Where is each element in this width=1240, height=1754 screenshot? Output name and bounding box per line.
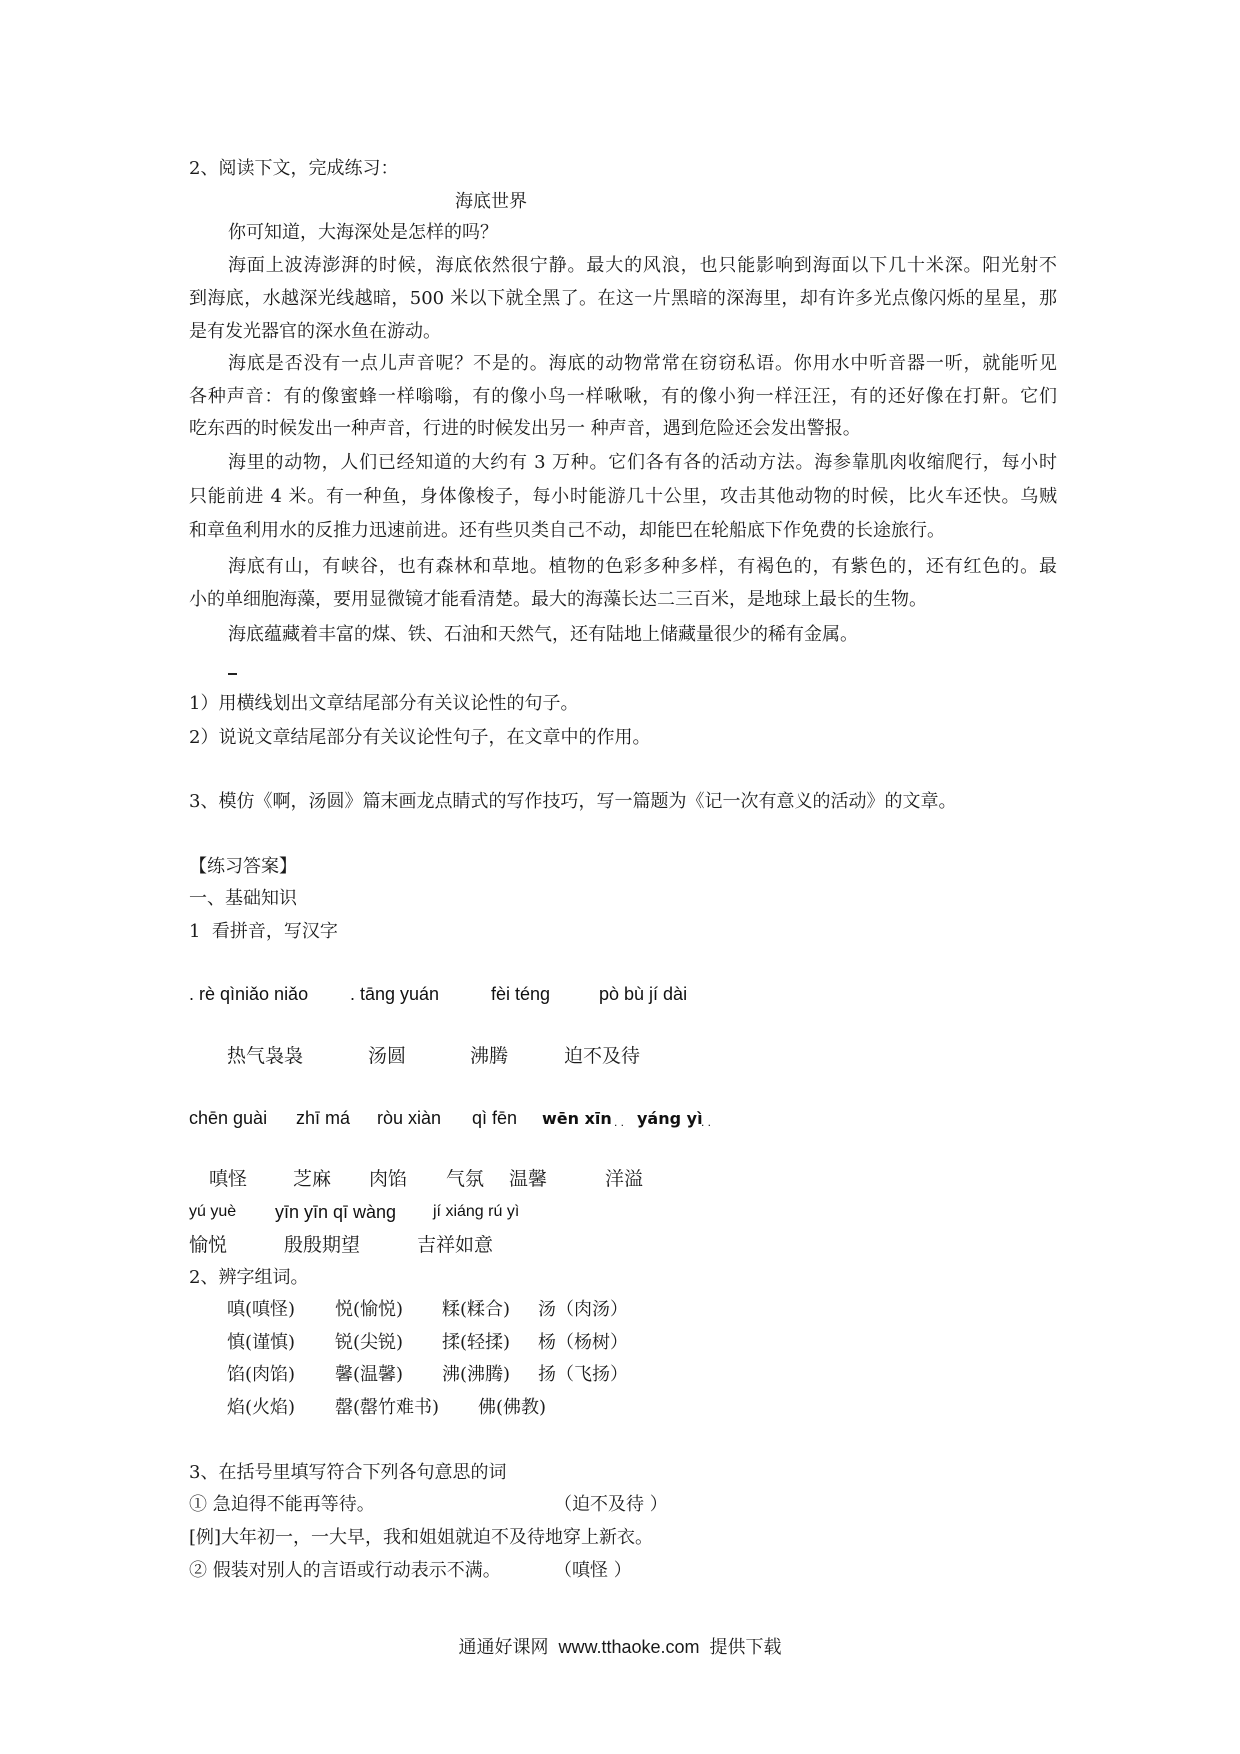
pinyin-item: . rè qìniǎo niǎo bbox=[189, 984, 309, 1004]
pinyin-item: yú yuè bbox=[189, 1203, 237, 1220]
question-1: 1）用横线划出文章结尾部分有关议论性的句子。 bbox=[189, 693, 579, 714]
pinyin-item: wēn xīn bbox=[542, 1109, 612, 1128]
pinyin-item: pò bù jí dài bbox=[599, 984, 688, 1004]
paragraph-line: 海面上波涛澎湃的时候，海底依然很宁静。最大的风浪，也只能影响到海面以下几十米深。阳光射不 bbox=[228, 255, 1057, 276]
page-footer: 通通好课网 www.tthaoke.com 提供下载 bbox=[458, 1637, 782, 1657]
pinyin-item: jí xiáng rú yì bbox=[433, 1203, 520, 1220]
answer-q3-label: 3、在括号里填写符合下列各句意思的词 bbox=[189, 1462, 507, 1483]
pinyin-dots: . . bbox=[701, 1115, 712, 1129]
paragraph-line: 只能前进 4 米。有一种鱼，身体像梭子，每小时能游几十公里，攻击其他动物的时候，比火车还快。乌贼 bbox=[189, 486, 1057, 507]
hanzi-item: 洋溢 bbox=[605, 1168, 644, 1190]
hanzi-item: 沸腾 bbox=[470, 1045, 509, 1067]
pinyin-item: qì fēn bbox=[472, 1108, 518, 1128]
question-2: 2）说说文章结尾部分有关议论性句子，在文章中的作用。 bbox=[189, 727, 651, 748]
pinyin-item: yáng yì bbox=[637, 1109, 703, 1128]
word-group-cell: 馨(温馨) bbox=[335, 1364, 404, 1385]
pinyin-item: zhī má bbox=[296, 1108, 351, 1128]
exercise-3: 3、模仿《啊，汤圆》篇末画龙点睛式的写作技巧，写一篇题为《记一次有意义的活动》的文章。 bbox=[189, 791, 957, 812]
word-group-cell: 锐(尖锐) bbox=[335, 1332, 404, 1353]
paragraph-line: 是有发光器官的深水鱼在游动。 bbox=[189, 321, 441, 342]
paragraph-line: 海底蕴藏着丰富的煤、铁、石油和天然气，还有陆地上储藏量很少的稀有金属。 bbox=[228, 624, 858, 645]
paragraph-line: 海里的动物，人们已经知道的大约有 3 万种。它们各有各的活动方法。海参靠肌肉收缩爬行，每小时 bbox=[228, 452, 1057, 473]
answer-q3-item: ② 假装对别人的言语或行动表示不满。 bbox=[189, 1560, 501, 1581]
hanzi-item: 热气袅袅 bbox=[227, 1045, 304, 1067]
word-group-cell: 悦(愉悦) bbox=[335, 1299, 404, 1320]
article-title: 海底世界 bbox=[455, 191, 527, 212]
word-group-cell: 罄(罄竹难书) bbox=[335, 1397, 440, 1418]
word-group-cell: 揉(轻揉) bbox=[442, 1332, 511, 1353]
paragraph-line: 各种声音：有的像蜜蜂一样嗡嗡，有的像小鸟一样啾啾，有的像小狗一样汪汪，有的还好像在打鼾。它们 bbox=[189, 386, 1057, 407]
hanzi-item: 殷殷期望 bbox=[284, 1234, 361, 1256]
underline-mark bbox=[228, 673, 237, 675]
paragraph-line: 吃东西的时候发出一种声音，行进的时候发出另一 种声音，遇到危险还会发出警报。 bbox=[189, 418, 861, 439]
hanzi-item: 吉祥如意 bbox=[417, 1234, 494, 1256]
paragraph-line: 和章鱼利用水的反推力迅速前进。还有些贝类自己不动，却能巴在轮船底下作免费的长途旅行。 bbox=[189, 520, 945, 541]
answer-q3-item: ① 急迫得不能再等待。 bbox=[189, 1494, 375, 1515]
hanzi-item: 汤圆 bbox=[368, 1045, 407, 1067]
pinyin-dots: . . bbox=[614, 1115, 625, 1129]
word-group-cell: 馅(肉馅) bbox=[227, 1364, 296, 1385]
hanzi-item: 迫不及待 bbox=[564, 1045, 641, 1067]
hanzi-item: 温馨 bbox=[509, 1168, 548, 1190]
word-group-cell: 杨（杨树） bbox=[538, 1332, 628, 1353]
answer-q3-fill: （嗔怪 ） bbox=[554, 1560, 632, 1581]
pinyin-item: . tāng yuán bbox=[350, 984, 440, 1004]
pinyin-item: fèi téng bbox=[491, 984, 551, 1004]
word-group-cell: 糅(糅合) bbox=[442, 1299, 511, 1320]
word-group-cell: 汤（肉汤） bbox=[538, 1299, 628, 1320]
answer-q1-label: 1 看拼音，写汉字 bbox=[189, 921, 338, 942]
word-group-cell: 扬（飞扬） bbox=[538, 1364, 628, 1385]
paragraph-line: 海底是否没有一点儿声音呢？不是的。海底的动物常常在窃窃私语。你用水中听音器一听，就能听见 bbox=[228, 353, 1057, 374]
word-group-cell: 慎(谨慎) bbox=[227, 1332, 296, 1353]
hanzi-item: 嗔怪 bbox=[209, 1168, 248, 1190]
answer-q2-label: 2、辨字组词。 bbox=[189, 1267, 309, 1288]
paragraph-line: 小的单细胞海藻，要用显微镜才能看清楚。最大的海藻长达二三百米，是地球上最长的生物。 bbox=[189, 589, 927, 610]
pinyin-item: chēn guài bbox=[189, 1108, 268, 1128]
answer-q3-fill: （迫不及待 ） bbox=[554, 1494, 668, 1515]
pinyin-item: ròu xiàn bbox=[377, 1108, 442, 1128]
pinyin-item: yīn yīn qī wàng bbox=[275, 1202, 397, 1222]
word-group-cell: 嗔(嗔怪) bbox=[227, 1299, 296, 1320]
answers-part-title: 一、基础知识 bbox=[189, 888, 297, 909]
paragraph-line: 到海底，水越深光线越暗，500 米以下就全黑了。在这一片黑暗的深海里，却有许多光点像闪烁的星星，那 bbox=[189, 288, 1057, 309]
word-group-cell: 佛(佛教) bbox=[478, 1397, 547, 1418]
hanzi-item: 肉馅 bbox=[369, 1168, 408, 1190]
exercise-heading: 2、阅读下文，完成练习： bbox=[189, 158, 399, 179]
answer-q3-example: [例]大年初一，一大早，我和姐姐就迫不及待地穿上新衣。 bbox=[189, 1527, 654, 1548]
paragraph-line: 你可知道，大海深处是怎样的吗？ bbox=[228, 222, 498, 243]
word-group-cell: 沸(沸腾) bbox=[442, 1364, 511, 1385]
answers-heading: 【练习答案】 bbox=[189, 856, 297, 877]
paragraph-line: 海底有山，有峡谷，也有森林和草地。植物的色彩多种多样，有褐色的，有紫色的，还有红色的。最 bbox=[228, 556, 1057, 577]
word-group-cell: 焰(火焰) bbox=[227, 1397, 296, 1418]
hanzi-item: 愉悦 bbox=[189, 1234, 228, 1256]
hanzi-item: 芝麻 bbox=[293, 1168, 332, 1190]
hanzi-item: 气氛 bbox=[446, 1168, 485, 1190]
